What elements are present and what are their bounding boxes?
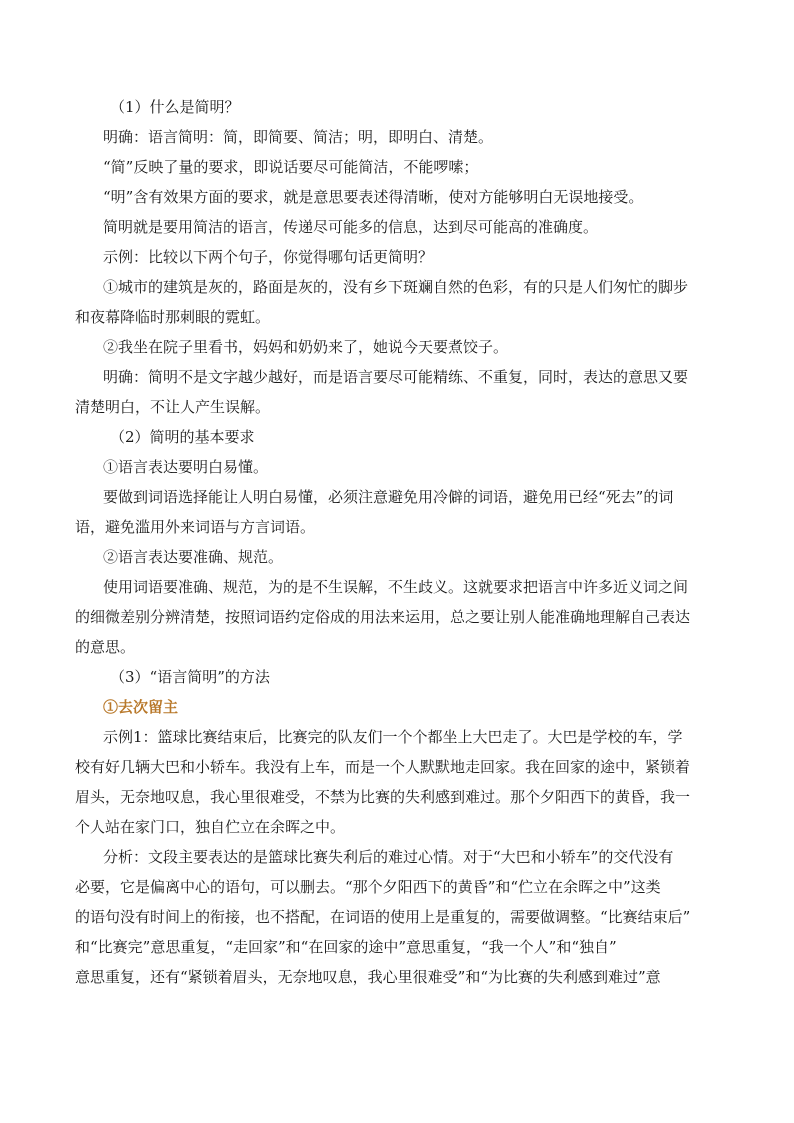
text-line: 明确：简明不是文字越少越好，而是语言要尽可能精练、不重复，同时，表达的意思又要 xyxy=(103,368,689,386)
text-line: 要做到词语选择能让人明白易懂，必须注意避免用冷僻的词语，避免用已经“死去”的词 xyxy=(103,488,674,506)
text-line: ②我坐在院子里看书，妈妈和奶奶来了，她说今天要煮饺子。 xyxy=(103,338,509,356)
section-heading-1: （1）什么是简明？ xyxy=(110,98,240,116)
text-line: 示例1：篮球比赛结束后，比赛完的队友们一个个都坐上大巴走了。大巴是学校的车，学 xyxy=(103,728,683,746)
text-line: ①语言表达要明白易懂。 xyxy=(103,458,269,476)
section-heading-3: （3）“语言简明”的方法 xyxy=(110,668,270,686)
text-line: 和夜幕降临时那刺眼的霓虹。 xyxy=(75,308,271,326)
method-heading: ①去次留主 xyxy=(103,698,179,716)
section-heading-2: （2）简明的基本要求 xyxy=(110,428,255,446)
text-line: 明确：语言简明：简，即简要、简洁；明，即明白、清楚。 xyxy=(103,128,494,146)
text-line: 清楚明白，不让人产生误解。 xyxy=(75,398,271,416)
text-line: 简明就是要用简洁的语言，传递尽可能多的信息，达到尽可能高的准确度。 xyxy=(103,218,599,236)
text-line: 示例：比较以下两个句子，你觉得哪句话更简明？ xyxy=(103,248,434,266)
text-line: 意思重复，还有“紧锁着眉头，无奈地叹息，我心里很难受”和“为比赛的失利感到难过”意 xyxy=(75,968,661,986)
text-line: ①城市的建筑是灰的，路面是灰的，没有乡下斑斓自然的色彩，有的只是人们匆忙的脚步 xyxy=(103,278,689,296)
text-line: 必要，它是偏离中心的语句，可以删去。“那个夕阳西下的黄昏”和“伫立在余晖之中”这类 xyxy=(75,878,661,896)
text-line: “简”反映了量的要求，即说话要尽可能简洁，不能啰嗦； xyxy=(103,158,479,176)
text-line: 的意思。 xyxy=(75,638,136,656)
text-line: 分析：文段主要表达的是篮球比赛失利后的难过心情。对于“大巴和小轿车”的交代没有 xyxy=(103,848,674,866)
text-line: 眉头，无奈地叹息，我心里很难受，不禁为比赛的失利感到难过。那个夕阳西下的黄昏，我一 xyxy=(75,788,691,806)
text-line: ②语言表达要准确、规范。 xyxy=(103,548,284,566)
text-line: 使用词语要准确、规范，为的是不生误解，不生歧义。这就要求把语言中许多近义词之间 xyxy=(103,578,689,596)
text-line: 校有好几辆大巴和小轿车。我没有上车，而是一个人默默地走回家。我在回家的途中，紧锁着 xyxy=(75,758,691,776)
document-body xyxy=(75,92,718,992)
text-line: “明”含有效果方面的要求，就是意思要表述得清晰，使对方能够明白无误地接受。 xyxy=(103,188,644,206)
text-line: 的语句没有时间上的衔接，也不搭配，在词语的使用上是重复的，需要做调整。“比赛结束后” xyxy=(75,908,691,926)
text-line: 语，避免滥用外来词语与方言词语。 xyxy=(75,518,316,536)
text-line: 和“比赛完”意思重复，“走回家”和“在回家的途中”意思重复，“我一个人”和“独自” xyxy=(75,938,617,956)
text-line: 个人站在家门口，独自伫立在余晖之中。 xyxy=(75,818,346,836)
text-line: 的细微差别分辨清楚，按照词语约定俗成的用法来运用，总之要让别人能准确地理解自己表达 xyxy=(75,608,691,626)
